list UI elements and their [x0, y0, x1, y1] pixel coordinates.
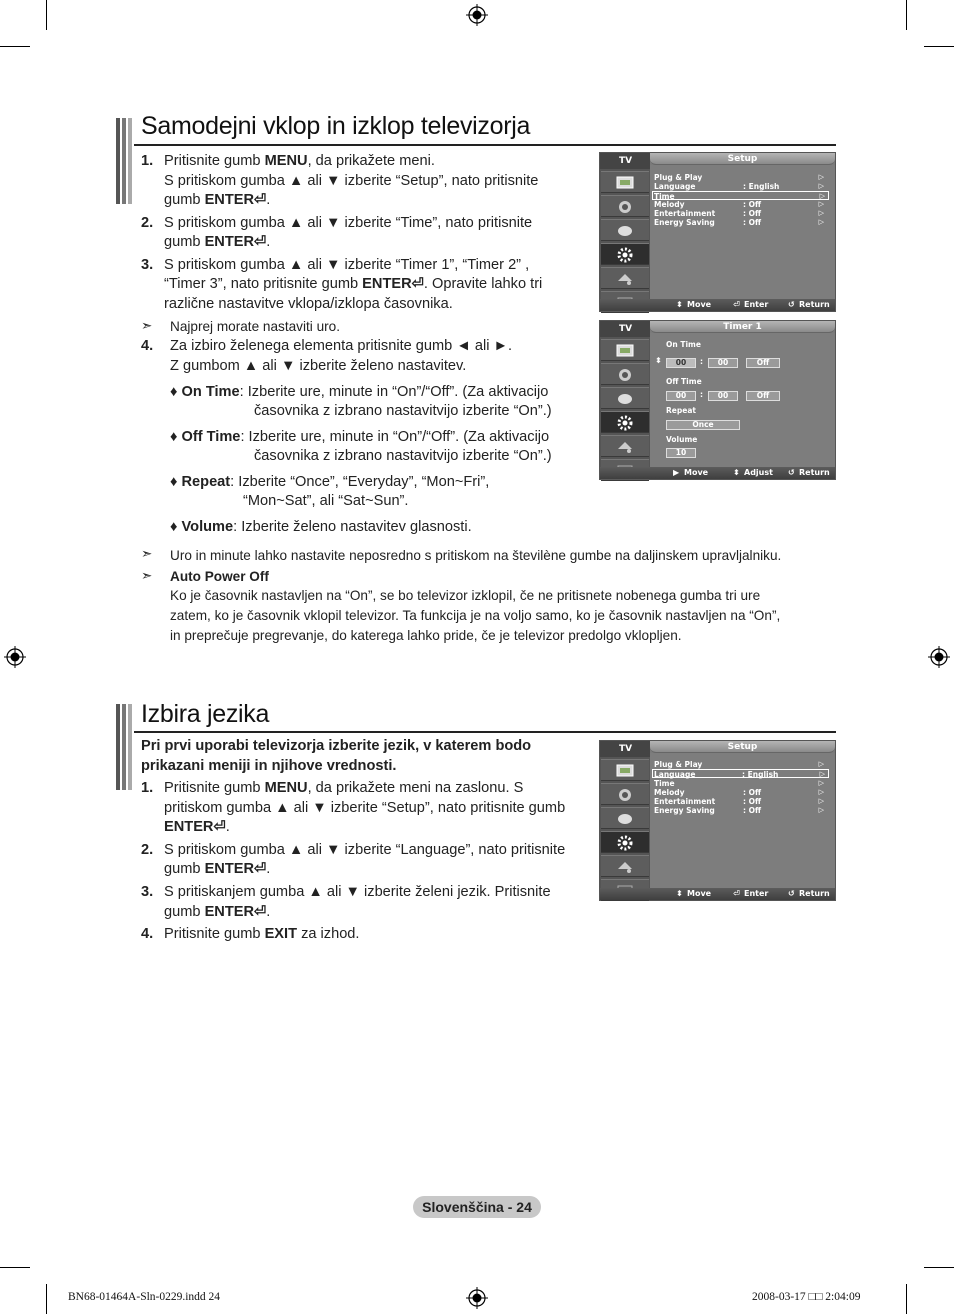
tv-label: TV: [600, 321, 650, 337]
osd-menu-item[interactable]: Melody : Off ▷: [654, 788, 824, 797]
osd-footer: [600, 467, 835, 479]
enter-icon: ⏎: [733, 889, 740, 898]
move-updown-icon: ⬍: [676, 300, 683, 309]
step-text: gumb ENTER⏎.: [164, 192, 271, 208]
section-title: Samodejni vklop in izklop televizorja: [141, 112, 531, 140]
footer-date: 2008-03-17 □□ 2:04:09: [752, 1291, 861, 1303]
step-text: Za izbiro želenega elementa pritisnite gumb ◄ ali ►.: [170, 338, 513, 354]
step-number: 3.: [141, 884, 154, 900]
osd-foot-move: Move: [684, 468, 709, 477]
osd-foot-enter: Enter: [744, 300, 769, 309]
osd-menu-item[interactable]: Energy Saving : Off ▷: [654, 806, 824, 815]
note-text: zatem, ko je časovnik vklopil televizor. Ta funkcija je na voljo samo, ko je časovnik nastavljen na “On”,: [170, 608, 781, 623]
osd-timer-panel: [650, 333, 835, 467]
step-text: S pritiskom gumba ▲ ali ▼ izberite “Timer 1”, “Timer 2” ,: [164, 257, 530, 273]
picture-icon: [601, 759, 649, 781]
option-on-time: ♦ On Time: Izberite ure, minute in “On”/“Off”. (Za aktivacijo: [170, 384, 549, 400]
arrow-right-icon: ▷: [818, 788, 824, 796]
channel-icon: [601, 807, 649, 829]
enter-icon: ⏎: [411, 276, 424, 292]
step-text: Pritisnite gumb EXIT za izhod.: [164, 926, 360, 942]
osd-menu-item[interactable]: Plug & Play ▷: [654, 173, 824, 182]
picture-icon: [601, 339, 649, 361]
enter-icon: ⏎: [254, 192, 267, 208]
enter-icon: ⏎: [213, 819, 226, 835]
osd-menu-item[interactable]: Entertainment : Off ▷: [654, 209, 824, 218]
note-text: in preprečuje pregrevanje, do katerega lahko pride, če je televizor predolgo vklopljen.: [170, 628, 682, 643]
arrow-right-icon: ▷: [818, 797, 824, 805]
step-text: S pritiskom gumba ▲ ali ▼ izberite “Language”, nato pritisnite: [164, 842, 566, 858]
step-text: Pritisnite gumb MENU, da prikažete meni na zaslonu. S: [164, 780, 524, 796]
osd-foot-enter: Enter: [744, 889, 769, 898]
repeat-field[interactable]: Once: [666, 420, 740, 430]
picture-icon: [601, 171, 649, 193]
note-text: Najprej morate nastaviti uro.: [170, 319, 340, 334]
osd-footer: [600, 888, 835, 900]
osd-icon-column: [600, 337, 650, 467]
footer-file: BN68-01464A-Sln-0229.indd 24: [68, 1291, 221, 1303]
tv-label: TV: [600, 153, 650, 169]
osd-menu-item-selected[interactable]: Time ▷: [652, 191, 829, 200]
channel-icon: [601, 387, 649, 409]
sound-icon: [601, 195, 649, 217]
step-text: Pritisnite gumb MENU, da prikažete meni.: [164, 153, 435, 169]
off-hour-field[interactable]: 00: [666, 391, 696, 401]
option-repeat: ♦ Repeat: Izberite “Once”, “Everyday”, “Mon~Fri”,: [170, 474, 490, 490]
volume-label: Volume: [666, 435, 698, 444]
input-icon: [601, 855, 649, 877]
osd-menu-item[interactable]: Language : English ▷: [654, 182, 824, 191]
on-hour-field[interactable]: 00: [666, 358, 696, 368]
osd-foot-move: Move: [687, 889, 712, 898]
return-icon: ↺: [788, 468, 795, 477]
repeat-label: Repeat: [666, 406, 696, 415]
registration-mark-icon: [4, 646, 26, 668]
sound-icon: [601, 783, 649, 805]
osd-icon-column: [600, 169, 650, 299]
osd-foot-return: Return: [799, 889, 830, 898]
intro-text: Pri prvi uporabi televizorja izberite jezik, v katerem bodo: [141, 738, 532, 754]
option-on-time-cont: časovnika z izbrano nastavitvijo izberite “On”.): [254, 403, 552, 419]
osd-menu-item[interactable]: Plug & Play ▷: [654, 760, 824, 769]
crop-mark: [0, 1267, 30, 1268]
section-title: Izbira jezika: [141, 700, 270, 728]
setup-gear-icon: [601, 411, 649, 433]
crop-mark: [906, 0, 907, 30]
input-icon: [601, 435, 649, 457]
step-number: 3.: [141, 257, 154, 273]
crop-mark: [924, 1267, 954, 1268]
section-rule: [134, 144, 836, 146]
off-time-label: Off Time: [666, 377, 702, 386]
arrow-right-icon: ▷: [819, 770, 825, 778]
step-text: ENTER⏎.: [164, 819, 230, 835]
sound-icon: [601, 363, 649, 385]
osd-menu-list: [650, 753, 835, 888]
option-off-time-cont: časovnika z izbrano nastavitvijo izberite “On”.): [254, 448, 552, 464]
move-right-icon: ▶: [673, 468, 680, 477]
enter-icon: ⏎: [733, 300, 740, 309]
osd-menu-item[interactable]: Time ▷: [654, 779, 824, 788]
on-state-field[interactable]: Off: [746, 358, 780, 368]
section-bar: [116, 118, 132, 204]
arrow-right-icon: ▷: [818, 779, 824, 787]
option-repeat-cont: “Mon~Sat”, ali “Sat~Sun”.: [243, 493, 409, 509]
adjust-updown-icon: ⬍: [655, 356, 662, 365]
crop-mark: [46, 0, 47, 30]
step-number: 4.: [141, 338, 154, 354]
step-number: 4.: [141, 926, 154, 942]
osd-menu-list: [650, 165, 835, 299]
return-icon: ↺: [788, 889, 795, 898]
page-number-badge: Slovenščina - 24: [413, 1196, 541, 1218]
adjust-updown-icon: ⬍: [733, 468, 740, 477]
channel-icon: [601, 219, 649, 241]
note-title: Auto Power Off: [170, 569, 269, 584]
step-number: 1.: [141, 780, 154, 796]
intro-text: prikazani meniji in njihove vrednosti.: [141, 758, 397, 774]
return-icon: ↺: [788, 300, 795, 309]
volume-field[interactable]: 10: [666, 448, 696, 458]
enter-icon: ⏎: [254, 904, 267, 920]
osd-title: Setup: [650, 741, 835, 753]
step-text: S pritiskom gumba ▲ ali ▼ izberite “Time”, nato pritisnite: [164, 215, 533, 231]
off-state-field[interactable]: Off: [746, 391, 780, 401]
arrow-right-icon: ▷: [818, 760, 824, 768]
crop-mark: [924, 46, 954, 47]
crop-mark: [46, 1284, 47, 1314]
osd-menu-item[interactable]: Entertainment : Off ▷: [654, 797, 824, 806]
step-text: “Timer 3”, nato pritisnite gumb ENTER⏎. Opravite lahko tri: [164, 276, 543, 292]
arrow-right-icon: ▷: [818, 200, 824, 208]
arrow-right-icon: ▷: [818, 806, 824, 814]
step-text: različne nastavitve vklopa/izklopa časovnika.: [164, 296, 453, 312]
step-number: 1.: [141, 153, 154, 169]
on-time-label: On Time: [666, 340, 701, 349]
registration-mark-icon: [466, 1287, 488, 1309]
osd-menu-item[interactable]: Melody : Off ▷: [654, 200, 824, 209]
setup-gear-icon: [601, 243, 649, 265]
osd-footer: [600, 299, 835, 311]
osd-foot-return: Return: [799, 300, 830, 309]
enter-icon: ⏎: [254, 861, 267, 877]
step-text: gumb ENTER⏎.: [164, 861, 271, 877]
osd-foot-move: Move: [687, 300, 712, 309]
arrow-right-icon: ▷: [818, 173, 824, 181]
setup-gear-icon: [601, 831, 649, 853]
tv-label: TV: [600, 741, 650, 757]
step-text: gumb ENTER⏎.: [164, 234, 271, 250]
on-minute-field[interactable]: 00: [708, 358, 738, 368]
osd-foot-return: Return: [799, 468, 830, 477]
note-arrow-icon: ➣: [141, 546, 153, 561]
note-text: Uro in minute lahko nastavite neposredno s pritiskom na številène gumbe na daljinskem upravljalniku.: [170, 548, 782, 563]
crop-mark: [906, 1284, 907, 1314]
osd-menu-item[interactable]: Energy Saving : Off ▷: [654, 218, 824, 227]
option-off-time: ♦ Off Time: Izberite ure, minute in “On”/“Off”. (Za aktivacijo: [170, 429, 550, 445]
section-bar: [116, 704, 132, 790]
step-text: Z gumbom ▲ ali ▼ izberite želeno nastavitev.: [170, 358, 467, 374]
step-number: 2.: [141, 215, 154, 231]
registration-mark-icon: [466, 4, 488, 26]
step-text: S pritiskom gumba ▲ ali ▼ izberite “Setup”, nato pritisnite: [164, 173, 539, 189]
osd-title: Setup: [650, 153, 835, 165]
crop-mark: [0, 46, 30, 47]
arrow-right-icon: ▷: [818, 209, 824, 217]
step-text: S pritiskanjem gumba ▲ ali ▼ izberite želeni jezik. Pritisnite: [164, 884, 551, 900]
osd-icon-column: [600, 757, 650, 888]
step-text: pritiskom gumba ▲ ali ▼ izberite “Setup”, nato pritisnite gumb: [164, 800, 566, 816]
move-updown-icon: ⬍: [676, 889, 683, 898]
input-icon: [601, 267, 649, 289]
arrow-right-icon: ▷: [818, 218, 824, 226]
note-arrow-icon: ➣: [141, 568, 153, 583]
arrow-right-icon: ▷: [819, 192, 825, 200]
registration-mark-icon: [928, 646, 950, 668]
tv-osd-language: [599, 740, 836, 901]
note-text: Ko je časovnik nastavljen na “On”, se bo televizor izklopil, če ne pritisnete nobenega gumba tri ure: [170, 588, 761, 603]
osd-title: Timer 1: [650, 321, 835, 333]
time-colon: :: [700, 357, 703, 366]
osd-foot-adjust: Adjust: [744, 468, 773, 477]
off-minute-field[interactable]: 00: [708, 391, 738, 401]
option-volume: ♦ Volume: Izberite želeno nastavitev glasnosti.: [170, 519, 472, 535]
tv-osd-setup: [599, 152, 836, 312]
osd-menu-item-selected[interactable]: Language : English ▷: [652, 769, 829, 778]
enter-icon: ⏎: [254, 234, 267, 250]
step-number: 2.: [141, 842, 154, 858]
step-text: gumb ENTER⏎.: [164, 904, 271, 920]
note-arrow-icon: ➣: [141, 318, 153, 333]
arrow-right-icon: ▷: [818, 182, 824, 190]
section-rule: [134, 731, 836, 733]
time-colon: :: [700, 390, 703, 399]
tv-osd-timer: [599, 320, 836, 480]
